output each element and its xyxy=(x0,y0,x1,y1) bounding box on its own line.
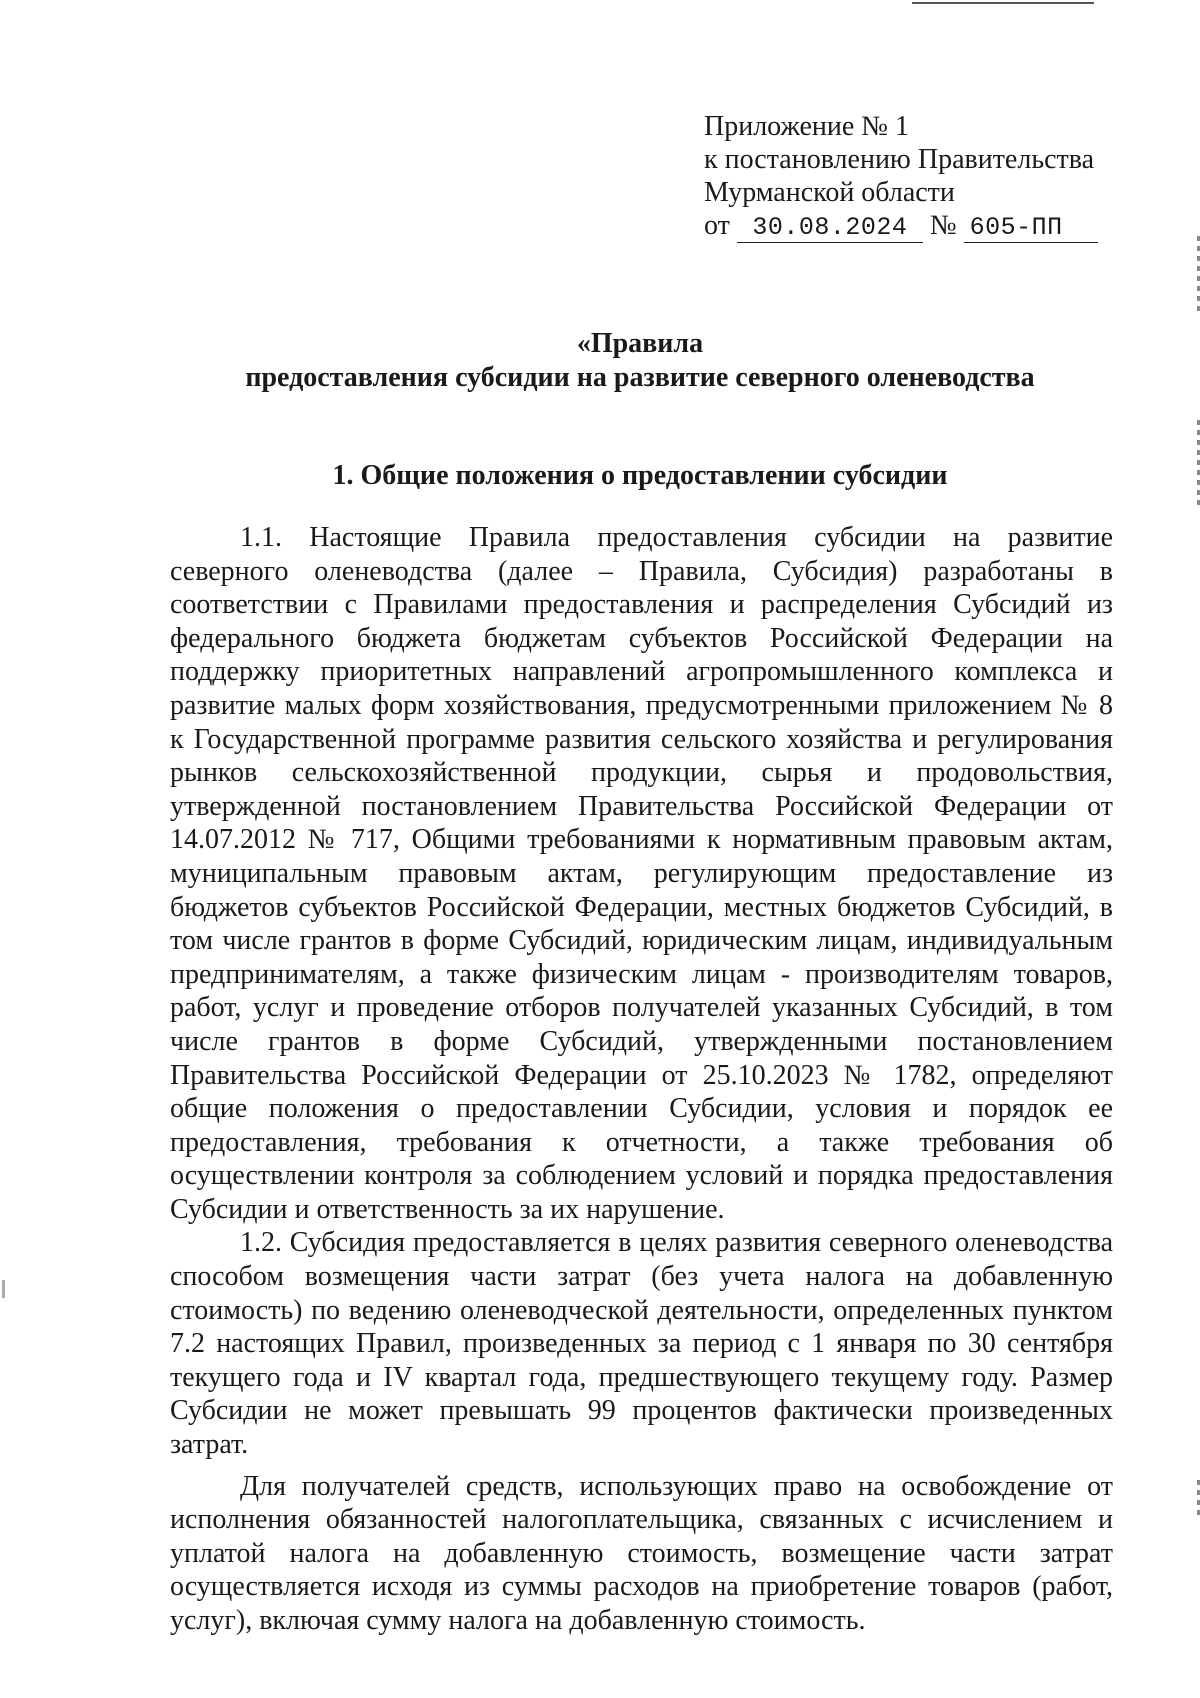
number-prefix: № xyxy=(929,210,957,241)
decree-date-line xyxy=(704,209,1098,243)
appendix-number: Приложение № 1 xyxy=(704,111,909,142)
paragraph-1-2: 1.2. Субсидия предоставляется в целях развития северного оленеводства способом возмещения части затрат (без учета налога на добавленную стоимость) по ведению оленеводческой деятельности, определенных пунктом 7.2 настоящих Правил, произведенных за период с 1 января по 30 сентября текущего года и IV квартал года, предшествующего текущему году. Размер Субсидии не может превышать 99 процентов фактически произведенных затрат. xyxy=(170,1227,1113,1461)
section-heading: 1. Общие положения о предоставлении субсидии xyxy=(332,460,948,491)
paragraph-1-1: 1.1. Настоящие Правила предоставления субсидии на развитие северного оленеводства (далее – Правила, Субсидия) разработаны в соответствии с Правилами предоставления и распределения Субсидий из федерального бюджета бюджетам субъектов Российской Федерации на поддержку приоритетных направлений агропромышленного комплекса и развитие малых форм хозяйствования, предусмотренными приложением № 8 к Государственной программе развития сельского хозяйства и регулирования рынков сельскохозяйственной продукции, сырья и продовольствия, утвержденной постановлением Правительства Российской Федерации от 14.07.2012 № 717, Общими требованиями к нормативным правовым актам, муниципальным правовым актам, регулирующим предоставление из бюджетов субъектов Российской Федерации, местных бюджетов Субсидий, в том числе грантов в форме Субсидий, юридическим лицам, индивидуальным предпринимателям, а также физическим лицам - производителям товаров, работ, услуг и проведение отборов получателей указанных Субсидий, в том числе грантов в форме Субсидий, утвержденными постановлением Правительства Российской Федерации от 25.10.2023 № 1782, определяют общие положения о предоставлении Субсидии, условия и порядок ее предоставления, требования к отчетности, а также требования об осуществлении контроля за соблюдением условий и порядка предоставления Субсидии и ответственность за их нарушение. xyxy=(170,522,1113,1225)
document-subtitle: предоставления субсидии на развитие северного оленеводства xyxy=(245,362,1035,393)
appendix-reference: к постановлению Правительства xyxy=(704,144,1095,175)
document-body xyxy=(170,521,1113,1638)
appendix-region: Мурманской области xyxy=(704,177,955,208)
document-title: «Правила xyxy=(576,328,704,359)
approval-block xyxy=(704,110,1098,243)
scan-edge-mark xyxy=(2,1280,5,1298)
decree-date: 30.08.2024 xyxy=(737,214,923,243)
date-prefix: от xyxy=(704,210,730,241)
decree-number: 605-ПП xyxy=(964,214,1098,243)
top-edge-rule xyxy=(912,2,1094,4)
paragraph-vat: Для получателей средств, использующих право на освобождение от исполнения обязанностей налогоплательщика, связанных с исчислением и уплатой налога на добавленную стоимость, возмещение части затрат осуществляется исходя из суммы расходов на приобретение товаров (работ, услуг), включая сумму налога на добавленную стоимость. xyxy=(170,1470,1113,1636)
